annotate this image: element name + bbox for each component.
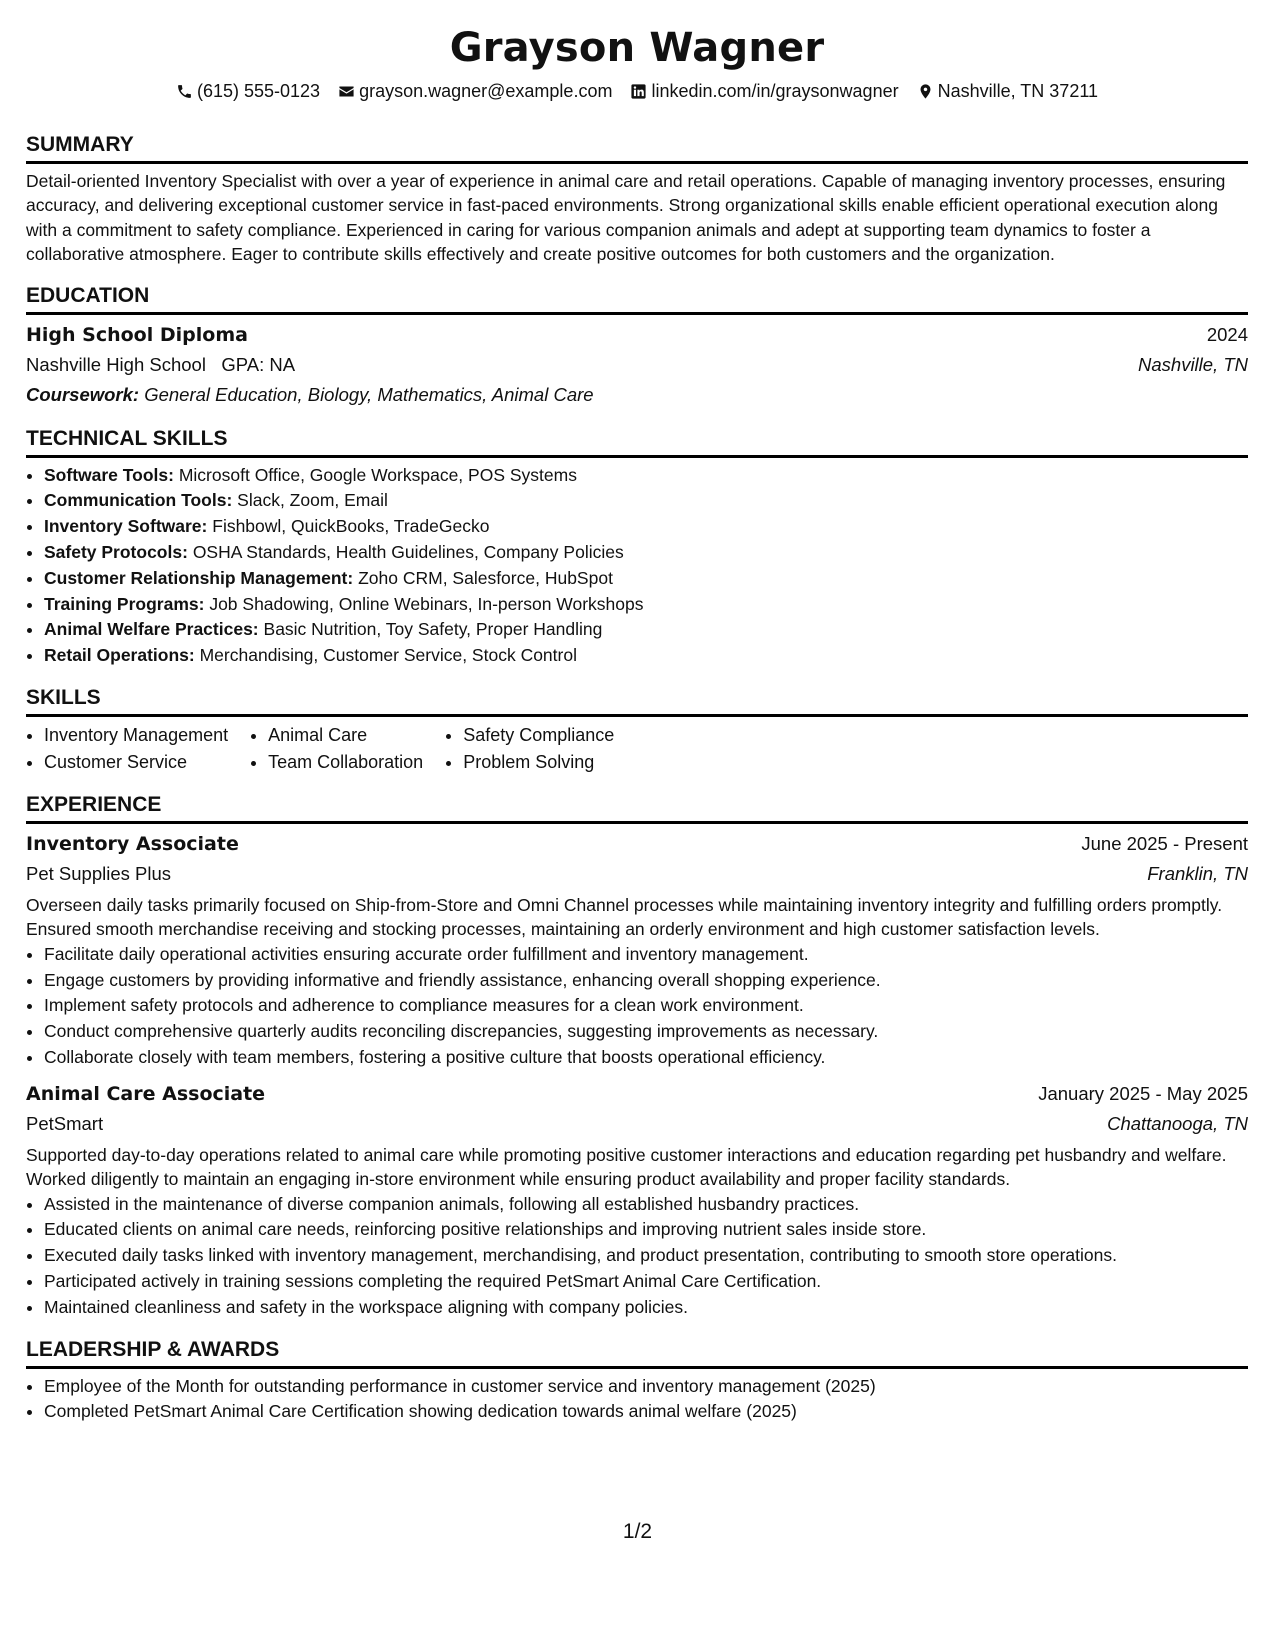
list-item: • Customer Service xyxy=(44,749,228,776)
list-item xyxy=(44,540,1248,566)
list-item: • Assisted in the maintenance of diverse companion animals, following all established husbandry practices. xyxy=(44,1192,1248,1218)
job-entry xyxy=(26,829,1248,1071)
coursework-label: Coursework: xyxy=(26,383,140,405)
education-section xyxy=(26,283,1248,410)
contact-linkedin[interactable] xyxy=(630,80,898,102)
leadership-list xyxy=(26,1374,1248,1426)
skills-column xyxy=(26,722,228,776)
skill-value: OSHA Standards, Health Guidelines, Company Policies xyxy=(192,542,624,563)
job-company: PetSmart xyxy=(26,1112,104,1134)
contact-location xyxy=(917,80,1098,102)
list-item: • Maintained cleanliness and safety in the workspace aligning with company policies. xyxy=(44,1295,1248,1321)
list-item: • Team Collaboration xyxy=(268,749,423,776)
summary-text: Detail-oriented Inventory Specialist with over a year of experience in animal care and retail operations. Capable of managing inventory processes, ensuring accuracy, and delivering exceptional customer service in fast-paced environments. Strong organizational skills enable efficient operational execution along with a commitment to safety compliance. Experienced in caring for various companion animals and adept at supporting team dynamics to foster a collaborative atmosphere. Eager to contribute skills effectively and create positive outcomes for both customers and the organization. xyxy=(26,171,1226,265)
list-item: • Educated clients on animal care needs, reinforcing positive relationships and improving nutrient sales inside store. xyxy=(44,1217,1248,1243)
skill-label: Communication Tools: xyxy=(44,490,233,511)
education-heading: EDUCATION xyxy=(26,283,1248,315)
list-item: • Safety Compliance xyxy=(463,722,614,749)
list-item xyxy=(44,488,1248,514)
skill-value: Zoho CRM, Salesforce, HubSpot xyxy=(358,567,613,588)
resume-page xyxy=(26,22,1248,1425)
degree-name: High School Diploma xyxy=(26,323,248,346)
graduation-year: 2024 xyxy=(1206,323,1248,345)
list-item xyxy=(44,592,1248,618)
skill-label: Software Tools: xyxy=(44,464,174,485)
job-description: Supported day-to-day operations related to animal care while promoting positive customer interactions and education regarding pet husbandry and welfare. Worked diligently to maintain an engaging in-store environment while ensuring product availability and proper facility standards. xyxy=(26,1144,1227,1190)
list-item: • Executed daily tasks linked with inventory management, merchandising, and product presentation, contributing to smooth store operations. xyxy=(44,1243,1248,1269)
skill-value: Microsoft Office, Google Workspace, POS Systems xyxy=(178,464,577,485)
skills-column xyxy=(250,722,423,776)
school-gpa: GPA: NA xyxy=(221,353,296,375)
job-title: Animal Care Associate xyxy=(26,1082,266,1105)
experience-heading: EXPERIENCE xyxy=(26,792,1248,824)
list-item: • Participated actively in training sessions completing the required PetSmart Animal Care Certification. xyxy=(44,1269,1248,1295)
list-item: • Animal Care xyxy=(268,722,423,749)
skill-label: Safety Protocols: xyxy=(44,542,188,563)
skill-label: Training Programs: xyxy=(44,593,205,614)
leadership-heading: LEADERSHIP & AWARDS xyxy=(26,1337,1248,1369)
job-entry xyxy=(26,1079,1248,1321)
job-subheader xyxy=(26,859,1248,889)
location-text: Nashville, TN 37211 xyxy=(937,81,1099,101)
list-item: • Problem Solving xyxy=(463,749,614,776)
summary-section xyxy=(26,132,1248,267)
page-number: 1/2 xyxy=(622,1520,653,1543)
school-info xyxy=(26,350,295,380)
job-title: Inventory Associate xyxy=(26,833,239,855)
job-header xyxy=(26,829,1248,859)
skills-section xyxy=(26,685,1248,776)
list-item: • Employee of the Month for outstanding performance in customer service and inventory management (2025) xyxy=(44,1374,1248,1400)
list-item xyxy=(44,463,1248,489)
job-bullets xyxy=(26,942,1248,1071)
email-text: grayson.wagner@example.com xyxy=(359,81,613,101)
linkedin-icon xyxy=(630,83,647,100)
skills-column xyxy=(445,722,614,776)
education-row-2 xyxy=(26,350,1248,380)
list-item xyxy=(44,514,1248,540)
list-item: • Facilitate daily operational activities ensuring accurate order fulfillment and inventory management. xyxy=(44,942,1248,968)
contact-bar xyxy=(26,80,1248,102)
list-item xyxy=(44,643,1248,669)
contact-phone[interactable] xyxy=(176,80,320,102)
skills-grid xyxy=(26,722,1248,776)
job-company: Pet Supplies Plus xyxy=(26,863,172,884)
job-header xyxy=(26,1079,1248,1109)
list-item xyxy=(44,617,1248,643)
candidate-name: Grayson Wagner xyxy=(449,25,825,71)
skill-value: Basic Nutrition, Toy Safety, Proper Handling xyxy=(263,619,603,640)
skill-label: Animal Welfare Practices: xyxy=(44,619,259,640)
job-dates: June 2025 - Present xyxy=(1081,833,1248,854)
contact-email[interactable] xyxy=(338,80,612,102)
list-item: • Implement safety protocols and adherence to compliance measures for a clean work environment. xyxy=(44,993,1248,1019)
list-item xyxy=(44,566,1248,592)
job-dates: January 2025 - May 2025 xyxy=(1038,1082,1248,1104)
technical-skills-heading: TECHNICAL SKILLS xyxy=(26,426,1248,458)
job-location: Franklin, TN xyxy=(1147,863,1248,884)
skill-value: Slack, Zoom, Email xyxy=(237,490,388,511)
skill-value: Fishbowl, QuickBooks, TradeGecko xyxy=(212,516,490,537)
envelope-icon xyxy=(338,83,355,100)
job-location: Chattanooga, TN xyxy=(1107,1112,1248,1134)
list-item: • Engage customers by providing informative and friendly assistance, enhancing overall shopping experience. xyxy=(44,968,1248,994)
technical-skills-section xyxy=(26,426,1248,669)
list-item: • Completed PetSmart Animal Care Certification showing dedication towards animal welfare (2025) xyxy=(44,1399,1248,1425)
education-row-1 xyxy=(26,320,1248,350)
job-description: Overseen daily tasks primarily focused on Ship-from-Store and Omni Channel processes while maintaining inventory integrity and fulfilling orders promptly. Ensured smooth merchandise receiving and stocking processes, maintaining an orderly environment and high customer satisfaction levels. xyxy=(26,895,1223,940)
skill-value: Job Shadowing, Online Webinars, In-person Workshops xyxy=(209,593,644,614)
coursework-line xyxy=(26,380,1248,410)
job-bullets xyxy=(26,1192,1248,1321)
skill-label: Inventory Software: xyxy=(44,516,208,537)
skill-label: Retail Operations: xyxy=(44,645,195,666)
experience-section xyxy=(26,792,1248,1321)
phone-text: (615) 555-0123 xyxy=(196,81,321,101)
skill-label: Customer Relationship Management: xyxy=(44,567,354,588)
summary-heading: SUMMARY xyxy=(26,132,1248,164)
school-name: Nashville High School xyxy=(26,353,206,375)
coursework-list: General Education, Biology, Mathematics, Animal Care xyxy=(144,383,594,405)
list-item: • Collaborate closely with team members, fostering a positive culture that boosts operational efficiency. xyxy=(44,1045,1248,1071)
phone-icon xyxy=(176,83,193,100)
skill-value: Merchandising, Customer Service, Stock Control xyxy=(199,645,577,666)
skills-heading: SKILLS xyxy=(26,685,1248,717)
leadership-section xyxy=(26,1337,1248,1426)
map-pin-icon xyxy=(917,83,934,100)
list-item: • Conduct comprehensive quarterly audits reconciling discrepancies, suggesting improvements as necessary. xyxy=(44,1019,1248,1045)
job-subheader xyxy=(26,1109,1248,1139)
linkedin-text: linkedin.com/in/graysonwagner xyxy=(651,81,899,101)
list-item: • Inventory Management xyxy=(44,722,228,749)
school-location: Nashville, TN xyxy=(1138,353,1248,375)
technical-skills-list xyxy=(26,463,1248,669)
